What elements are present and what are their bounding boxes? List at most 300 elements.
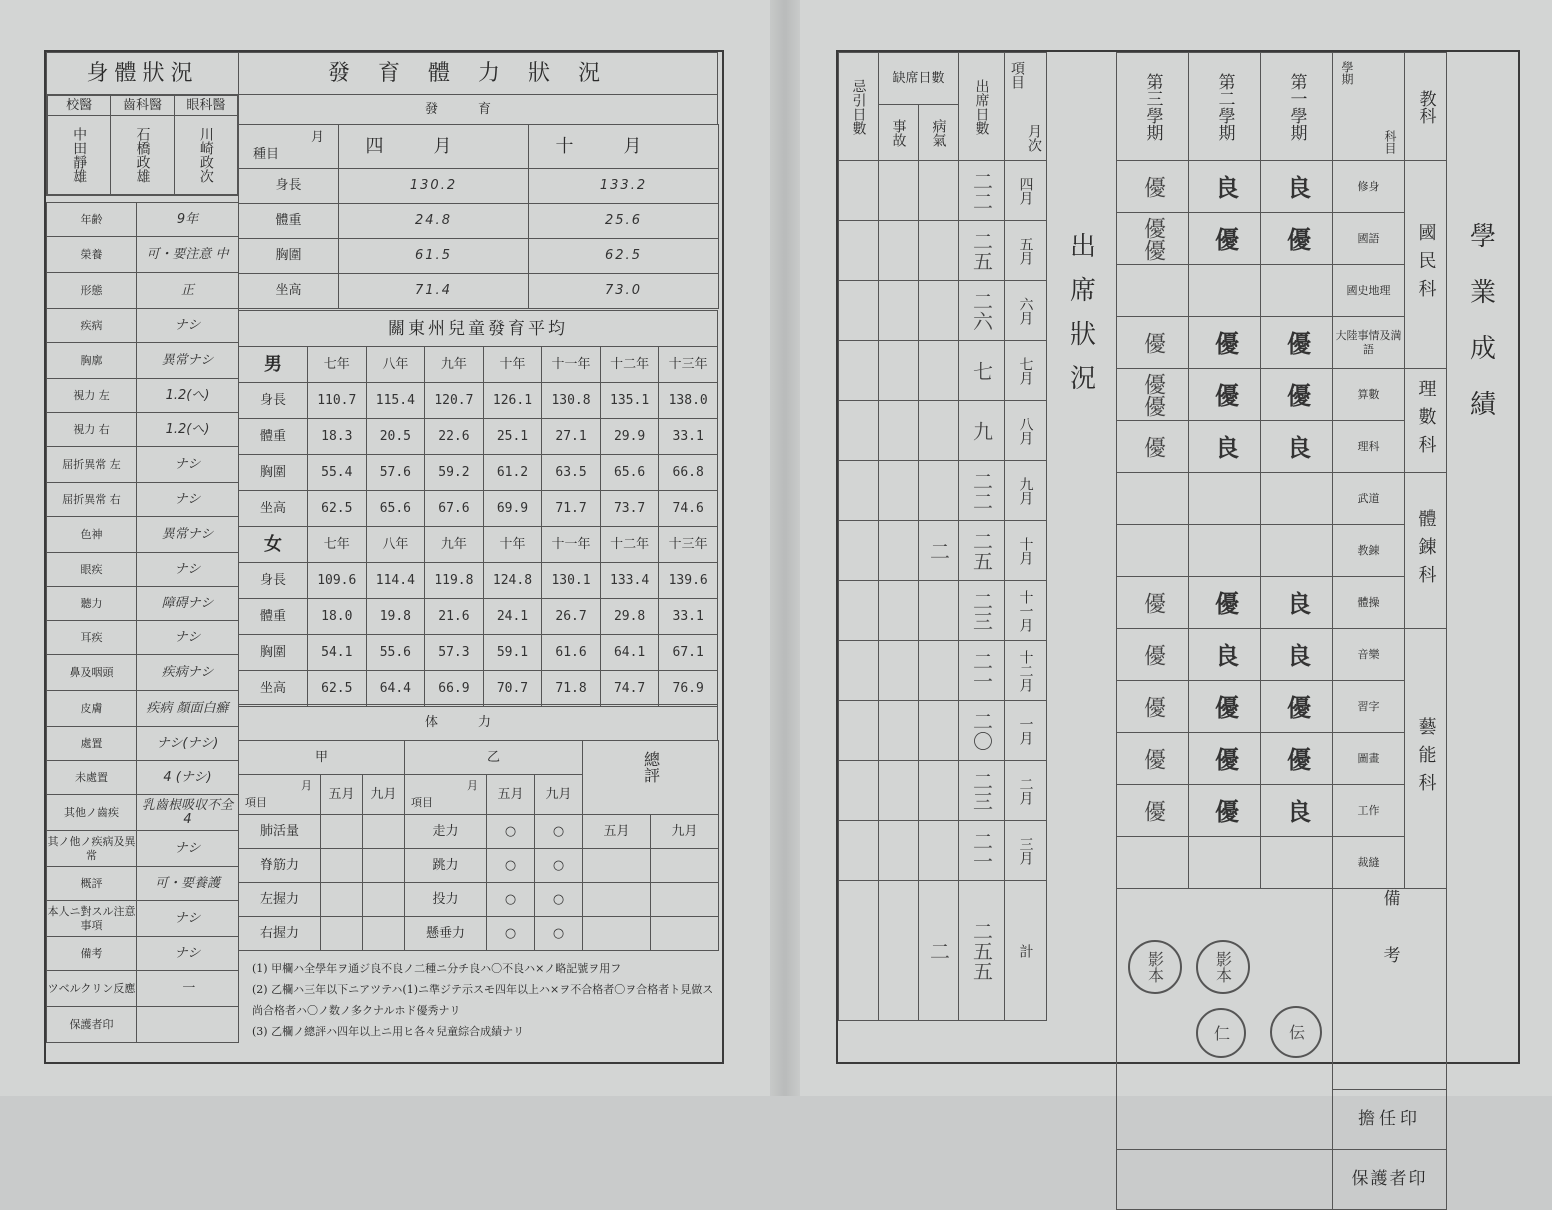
grade-term-1: 良 (1282, 798, 1311, 823)
month-label: 一月 (1017, 716, 1034, 745)
otsu-item: 懸垂力 (405, 917, 487, 951)
subject-label: 科目 (1383, 130, 1397, 154)
grade-term-3: 優 (1140, 591, 1166, 614)
average-value: 67.1 (659, 635, 718, 671)
attend-days-value: 二五 (969, 230, 994, 271)
subject-group-header: 教科 (1415, 89, 1436, 124)
body-row-label: 皮膚 (47, 691, 137, 727)
average-value: 27.1 (542, 419, 601, 455)
average-value: 69.9 (483, 491, 542, 527)
body-row-label: ツベルクリン反應 (47, 971, 137, 1007)
average-year-header: 十一年 (542, 347, 601, 383)
eye-doctor-header: 眼科醫 (174, 96, 237, 116)
average-row-label: 坐高 (239, 491, 308, 527)
body-row-value: ナシ (137, 621, 239, 655)
average-value: 133.4 (600, 563, 659, 599)
body-row-value: ナシ (137, 831, 239, 867)
deduct-days-cell (839, 821, 879, 881)
average-value: 135.1 (600, 383, 659, 419)
body-row-label: 本人ニ對スル注意事項 (47, 901, 137, 937)
average-value: 65.6 (600, 455, 659, 491)
kou-item: 肺活量 (239, 815, 321, 849)
grade-term-3: 優 (1140, 435, 1166, 458)
page-fold (770, 0, 800, 1096)
growth-row-label: 胸圍 (239, 239, 339, 274)
term-1-header: 第一學期 (1286, 72, 1307, 141)
month-label: 二月 (1017, 776, 1034, 805)
average-value: 130.8 (542, 383, 601, 419)
growth-october-value: 73.0 (529, 274, 719, 309)
average-row-label: 胸圍 (239, 455, 308, 491)
strength-kou-header: 甲 (239, 741, 405, 775)
subject-name: 算數 (1333, 369, 1405, 421)
attend-days-header: 出席日數 (973, 78, 990, 135)
grade-term-2: 優 (1210, 694, 1239, 719)
accident-days-cell (879, 461, 919, 521)
strength-otsu-header: 乙 (405, 741, 583, 775)
deduct-days-cell (839, 221, 879, 281)
otsu-may-value: ○ (487, 815, 535, 849)
kou-item: 右握力 (239, 917, 321, 951)
form-notes (252, 958, 716, 1042)
body-row-value: 9年 (137, 203, 239, 237)
dentist-header: 齒科醫 (111, 96, 174, 116)
average-value: 71.7 (542, 491, 601, 527)
body-row-label: 未處置 (47, 761, 137, 795)
average-value: 21.6 (425, 599, 484, 635)
attend-days-value: 二二 (969, 470, 994, 511)
accident-days-cell (879, 761, 919, 821)
kou-sep-value (363, 849, 405, 883)
kou-month-label: 月 (301, 779, 312, 792)
month-label: 四月 (1017, 176, 1034, 205)
grade-term-3: 優 (1140, 643, 1166, 666)
attend-days-value: 二三 (969, 770, 994, 811)
kou-sep-value (363, 917, 405, 951)
average-value: 29.9 (600, 419, 659, 455)
grade-term-1: 良 (1282, 590, 1311, 615)
subject-name: 理科 (1333, 421, 1405, 473)
subject-group-name: 體錬科 (1415, 508, 1437, 593)
otsu-may-value: ○ (487, 917, 535, 951)
growth-month-april: 四月 (339, 125, 529, 169)
overall-sep: 九月 (651, 815, 719, 849)
accident-days-cell (879, 281, 919, 341)
otsu-item-label: 項目 (411, 796, 433, 809)
average-value: 124.8 (483, 563, 542, 599)
boys-label: 男 (239, 347, 308, 383)
grade-term-2: 優 (1210, 798, 1239, 823)
subject-group-name: 國民科 (1415, 222, 1437, 307)
average-value: 74.6 (659, 491, 718, 527)
seal-stamp-guardian-1: 仁 (1196, 1008, 1246, 1058)
otsu-sep-value: ○ (535, 883, 583, 917)
average-value: 73.7 (600, 491, 659, 527)
growth-april-value: 71.4 (339, 274, 529, 309)
kou-item: 左握力 (239, 883, 321, 917)
accident-days-cell (879, 581, 919, 641)
body-rows-table (46, 202, 239, 1043)
strength-table (238, 740, 719, 951)
remarks-label: 備考 (1379, 889, 1400, 1003)
grade-term-2: 良 (1210, 642, 1239, 667)
grade-term-1: 優 (1282, 694, 1311, 719)
average-value: 62.5 (308, 491, 367, 527)
subject-name: 體操 (1333, 577, 1405, 629)
deduct-days-cell (839, 701, 879, 761)
grade-term-3: 優 (1140, 695, 1166, 718)
grade-term-3: 優優 (1140, 372, 1166, 417)
attend-days-value: 二〇 (969, 710, 994, 751)
att-item-label: 項目 (1009, 61, 1026, 89)
grade-term-2: 良 (1210, 434, 1239, 459)
strength-title-table (238, 704, 718, 741)
month-label: 十一月 (1017, 589, 1034, 632)
otsu-may-value: ○ (487, 849, 535, 883)
body-row-value: 異常ナシ (137, 517, 239, 553)
body-row-label: 備考 (47, 937, 137, 971)
average-value: 20.5 (366, 419, 425, 455)
attend-days-value: 二五五 (969, 920, 994, 981)
average-row-label: 體重 (239, 599, 308, 635)
body-row-label: 聽力 (47, 587, 137, 621)
teacher-seal-label: 擔任印 (1333, 1089, 1447, 1149)
average-value: 64.4 (366, 671, 425, 707)
subject-name: 武道 (1333, 473, 1405, 525)
deduct-days-cell (839, 161, 879, 221)
body-row-value: 1.2(へ) (137, 379, 239, 413)
growth-april-value: 61.5 (339, 239, 529, 274)
growth-row-label: 身長 (239, 169, 339, 204)
grade-term-2: 優 (1210, 226, 1239, 251)
body-row-label: 形態 (47, 273, 137, 309)
month-label: 計 (1017, 943, 1034, 958)
deduct-days-cell (839, 881, 879, 1021)
grades-title: 學業成績 (1465, 222, 1496, 446)
deduct-days-cell (839, 461, 879, 521)
body-row-value: 異常ナシ (137, 343, 239, 379)
grade-term-1: 優 (1282, 746, 1311, 771)
seal-stamp-term2: 影本 (1196, 940, 1250, 994)
average-year-header: 七年 (308, 527, 367, 563)
attend-days-value: 二一 (969, 650, 994, 691)
grades-label-column (1446, 52, 1516, 1058)
average-value: 120.7 (425, 383, 484, 419)
grade-term-1: 良 (1282, 642, 1311, 667)
body-row-value: ナシ (137, 553, 239, 587)
average-value: 67.6 (425, 491, 484, 527)
subject-name: 國語 (1333, 213, 1405, 265)
growth-month-label: 月 (310, 130, 324, 145)
average-value: 55.4 (308, 455, 367, 491)
doctors-table (47, 95, 238, 195)
grade-term-3: 優 (1140, 799, 1166, 822)
average-value: 126.1 (483, 383, 542, 419)
body-row-value: 1.2(へ) (137, 413, 239, 447)
subject-name: 音樂 (1333, 629, 1405, 681)
body-row-label: 鼻及咽頭 (47, 655, 137, 691)
kou-sep-value (363, 883, 405, 917)
growth-october-value: 62.5 (529, 239, 719, 274)
overall-sep-value (651, 883, 719, 917)
month-label: 九月 (1017, 476, 1034, 505)
body-row-label: 色神 (47, 517, 137, 553)
growth-april-value: 24.8 (339, 204, 529, 239)
body-row-value: ナシ (137, 937, 239, 971)
kou-may-value (321, 883, 363, 917)
body-row-label: 耳疾 (47, 621, 137, 655)
body-row-value: ナシ (137, 901, 239, 937)
deduct-days-cell (839, 581, 879, 641)
otsu-item: 投力 (405, 883, 487, 917)
growth-title-table (238, 52, 718, 125)
attend-days-value: 二二 (969, 170, 994, 211)
school-doctor-name: 中田靜雄 (71, 127, 88, 183)
body-row-label: 其他ノ齒疾 (47, 795, 137, 831)
average-value: 66.9 (425, 671, 484, 707)
att-month-label: 月次 (1026, 124, 1043, 152)
growth-april-value: 130.2 (339, 169, 529, 204)
subject-name: 工作 (1333, 785, 1405, 837)
grade-term-2: 優 (1210, 330, 1239, 355)
average-year-header: 十二年 (600, 527, 659, 563)
accident-days-cell (879, 401, 919, 461)
average-year-header: 九年 (425, 347, 484, 383)
attend-days-value: 二一 (969, 830, 994, 871)
grade-term-3: 優優 (1140, 216, 1166, 261)
overall-may-value (583, 917, 651, 951)
average-year-header: 十三年 (659, 527, 718, 563)
kou-may-value (321, 917, 363, 951)
average-row-label: 胸圍 (239, 635, 308, 671)
average-value: 59.2 (425, 455, 484, 491)
average-value: 29.8 (600, 599, 659, 635)
average-value: 61.2 (483, 455, 542, 491)
sick-header: 病氣 (930, 118, 947, 147)
month-label: 三月 (1017, 836, 1034, 865)
body-row-label: 視力 右 (47, 413, 137, 447)
deduct-days-cell (839, 341, 879, 401)
average-value: 18.3 (308, 419, 367, 455)
accident-header: 事故 (890, 118, 907, 147)
absent-days-header: 缺席日數 (879, 53, 959, 105)
average-value: 26.7 (542, 599, 601, 635)
average-value: 71.8 (542, 671, 601, 707)
body-row-value (137, 1007, 239, 1043)
body-row-label: 屈折異常 左 (47, 447, 137, 483)
month-label: 八月 (1017, 416, 1034, 445)
body-row-label: 屈折異常 右 (47, 483, 137, 517)
attendance-title: 出席狀況 (1065, 232, 1096, 408)
deduct-days-header: 忌引日數 (850, 78, 867, 135)
term-3-header: 第三學期 (1142, 72, 1163, 141)
otsu-sep-value: ○ (535, 849, 583, 883)
body-condition-table (46, 52, 239, 196)
average-value: 66.8 (659, 455, 718, 491)
deduct-days-cell (839, 641, 879, 701)
average-row-label: 身長 (239, 563, 308, 599)
attendance-table (838, 52, 1047, 1021)
note-3: (3) 乙欄ノ總評ハ四年以上ニ用ヒ各々兒童綜合成績ナリ (252, 1025, 525, 1038)
body-row-value: 乳齒根吸収不全 4 (137, 795, 239, 831)
grade-term-3: 優 (1140, 331, 1166, 354)
otsu-may: 五月 (487, 775, 535, 815)
guardian-seal-label: 保護者印 (1333, 1149, 1447, 1209)
otsu-sep-value: ○ (535, 917, 583, 951)
average-table (238, 346, 718, 707)
growth-october-value: 133.2 (529, 169, 719, 204)
kou-item: 脊筋力 (239, 849, 321, 883)
month-label: 五月 (1017, 236, 1034, 265)
growth-row-label: 坐高 (239, 274, 339, 309)
body-row-value: 可・要養護 (137, 867, 239, 901)
subject-group-name: 理數科 (1415, 378, 1437, 463)
body-row-value: 障碍ナシ (137, 587, 239, 621)
average-value: 22.6 (425, 419, 484, 455)
strength-title: 体力 (239, 705, 718, 741)
average-value: 55.6 (366, 635, 425, 671)
subject-name: 修身 (1333, 161, 1405, 213)
average-value: 119.8 (425, 563, 484, 599)
note-2: (2) 乙欄ハ三年以下ニアツテハ(1)ニ準ジテ示スモ四年以上ハ×ヲ不合格者〇ヲ合格者ト見做ス尚合格者ハ〇ノ数ノ多クナルホド優秀ナリ (252, 983, 714, 1017)
average-value: 62.5 (308, 671, 367, 707)
otsu-item: 跳力 (405, 849, 487, 883)
month-label: 十二月 (1017, 649, 1034, 692)
body-row-label: 眼疾 (47, 553, 137, 587)
average-year-header: 十二年 (600, 347, 659, 383)
accident-days-cell (879, 701, 919, 761)
body-row-value: 疾病ナシ (137, 655, 239, 691)
average-value: 110.7 (308, 383, 367, 419)
note-1: (1) 甲欄ハ全學年ヲ通ジ良不良ノ二種ニ分チ良ハ〇不良ハ×ノ略記號ヲ用フ (252, 962, 622, 975)
attend-days-value: 九 (969, 420, 994, 441)
body-row-value: ナシ(ナシ) (137, 727, 239, 761)
sick-days-value: 二 (926, 940, 951, 961)
body-row-label: 胸廓 (47, 343, 137, 379)
grade-term-2: 優 (1210, 382, 1239, 407)
body-row-value: 正 (137, 273, 239, 309)
body-row-label: 保護者印 (47, 1007, 137, 1043)
accident-days-cell (879, 521, 919, 581)
month-label: 七月 (1017, 356, 1034, 385)
kou-may: 五月 (321, 775, 363, 815)
subject-name: 圖畫 (1333, 733, 1405, 785)
attend-days-value: 二三 (969, 590, 994, 631)
body-row-value: 可・要注意 中 (137, 237, 239, 273)
average-value: 139.6 (659, 563, 718, 599)
dentist-name: 石橋政雄 (134, 127, 151, 183)
sick-days-value: 二 (926, 540, 951, 561)
subject-name: 教錬 (1333, 525, 1405, 577)
grade-term-2: 優 (1210, 590, 1239, 615)
school-doctor-header: 校醫 (48, 96, 111, 116)
body-row-label: 概評 (47, 867, 137, 901)
body-row-value: ナシ (137, 309, 239, 343)
average-row-label: 身長 (239, 383, 308, 419)
accident-days-cell (879, 881, 919, 1021)
average-value: 109.6 (308, 563, 367, 599)
average-value: 19.8 (366, 599, 425, 635)
growth-strength-title: 發育體力狀況 (239, 53, 718, 95)
average-value: 63.5 (542, 455, 601, 491)
overall-sep-value (651, 917, 719, 951)
body-row-label: 其ノ他ノ疾病及異常 (47, 831, 137, 867)
kou-item-label: 項目 (245, 796, 267, 809)
average-year-header: 十年 (483, 527, 542, 563)
average-title: 關東州兒童發育平均 (239, 311, 718, 347)
otsu-month-label: 月 (467, 779, 478, 792)
average-row-label: 坐高 (239, 671, 308, 707)
overall-may-value (583, 883, 651, 917)
accident-days-cell (879, 161, 919, 221)
average-value: 33.1 (659, 419, 718, 455)
attend-days-value: 二五 (969, 530, 994, 571)
attend-days-value: 二六 (969, 290, 994, 331)
average-value: 57.3 (425, 635, 484, 671)
average-value: 24.1 (483, 599, 542, 635)
girls-label: 女 (239, 527, 308, 563)
average-title-table (238, 310, 718, 347)
average-year-header: 八年 (366, 347, 425, 383)
deduct-days-cell (839, 521, 879, 581)
body-row-label: 榮養 (47, 237, 137, 273)
term-2-header: 第二學期 (1214, 72, 1235, 141)
eye-doctor-name: 川崎政次 (197, 127, 214, 183)
grade-term-1: 優 (1282, 226, 1311, 251)
average-year-header: 十一年 (542, 527, 601, 563)
month-label: 六月 (1017, 296, 1034, 325)
kou-sep: 九月 (363, 775, 405, 815)
term-label: 學期 (1340, 61, 1354, 85)
body-condition-title: 身體狀況 (47, 53, 239, 95)
strength-overall-label: 總評 (641, 751, 661, 783)
deduct-days-cell (839, 281, 879, 341)
average-value: 64.1 (600, 635, 659, 671)
growth-october-value: 25.6 (529, 204, 719, 239)
seal-stamp-term3: 影本 (1128, 940, 1182, 994)
average-year-header: 八年 (366, 527, 425, 563)
month-label: 十月 (1017, 536, 1034, 565)
kou-sep-value (363, 815, 405, 849)
average-year-header: 十年 (483, 347, 542, 383)
average-value: 33.1 (659, 599, 718, 635)
average-year-header: 十三年 (659, 347, 718, 383)
otsu-sep-value: ○ (535, 815, 583, 849)
average-value: 115.4 (366, 383, 425, 419)
deduct-days-cell (839, 761, 879, 821)
otsu-sep: 九月 (535, 775, 583, 815)
accident-days-cell (879, 821, 919, 881)
growth-table (238, 124, 719, 309)
grade-term-1: 良 (1282, 174, 1311, 199)
grade-term-2: 良 (1210, 174, 1239, 199)
average-value: 74.7 (600, 671, 659, 707)
kou-may-value (321, 815, 363, 849)
overall-sep-value (651, 849, 719, 883)
grade-term-3: 優 (1140, 175, 1166, 198)
body-row-label: 疾病 (47, 309, 137, 343)
average-value: 138.0 (659, 383, 718, 419)
average-value: 18.0 (308, 599, 367, 635)
average-value: 70.7 (483, 671, 542, 707)
average-value: 76.9 (659, 671, 718, 707)
accident-days-cell (879, 641, 919, 701)
body-row-value: ナシ (137, 483, 239, 517)
body-row-value: 一 (137, 971, 239, 1007)
seal-stamp-guardian-2: 伝 (1270, 1006, 1322, 1058)
body-row-value: ナシ (137, 447, 239, 483)
accident-days-cell (879, 221, 919, 281)
